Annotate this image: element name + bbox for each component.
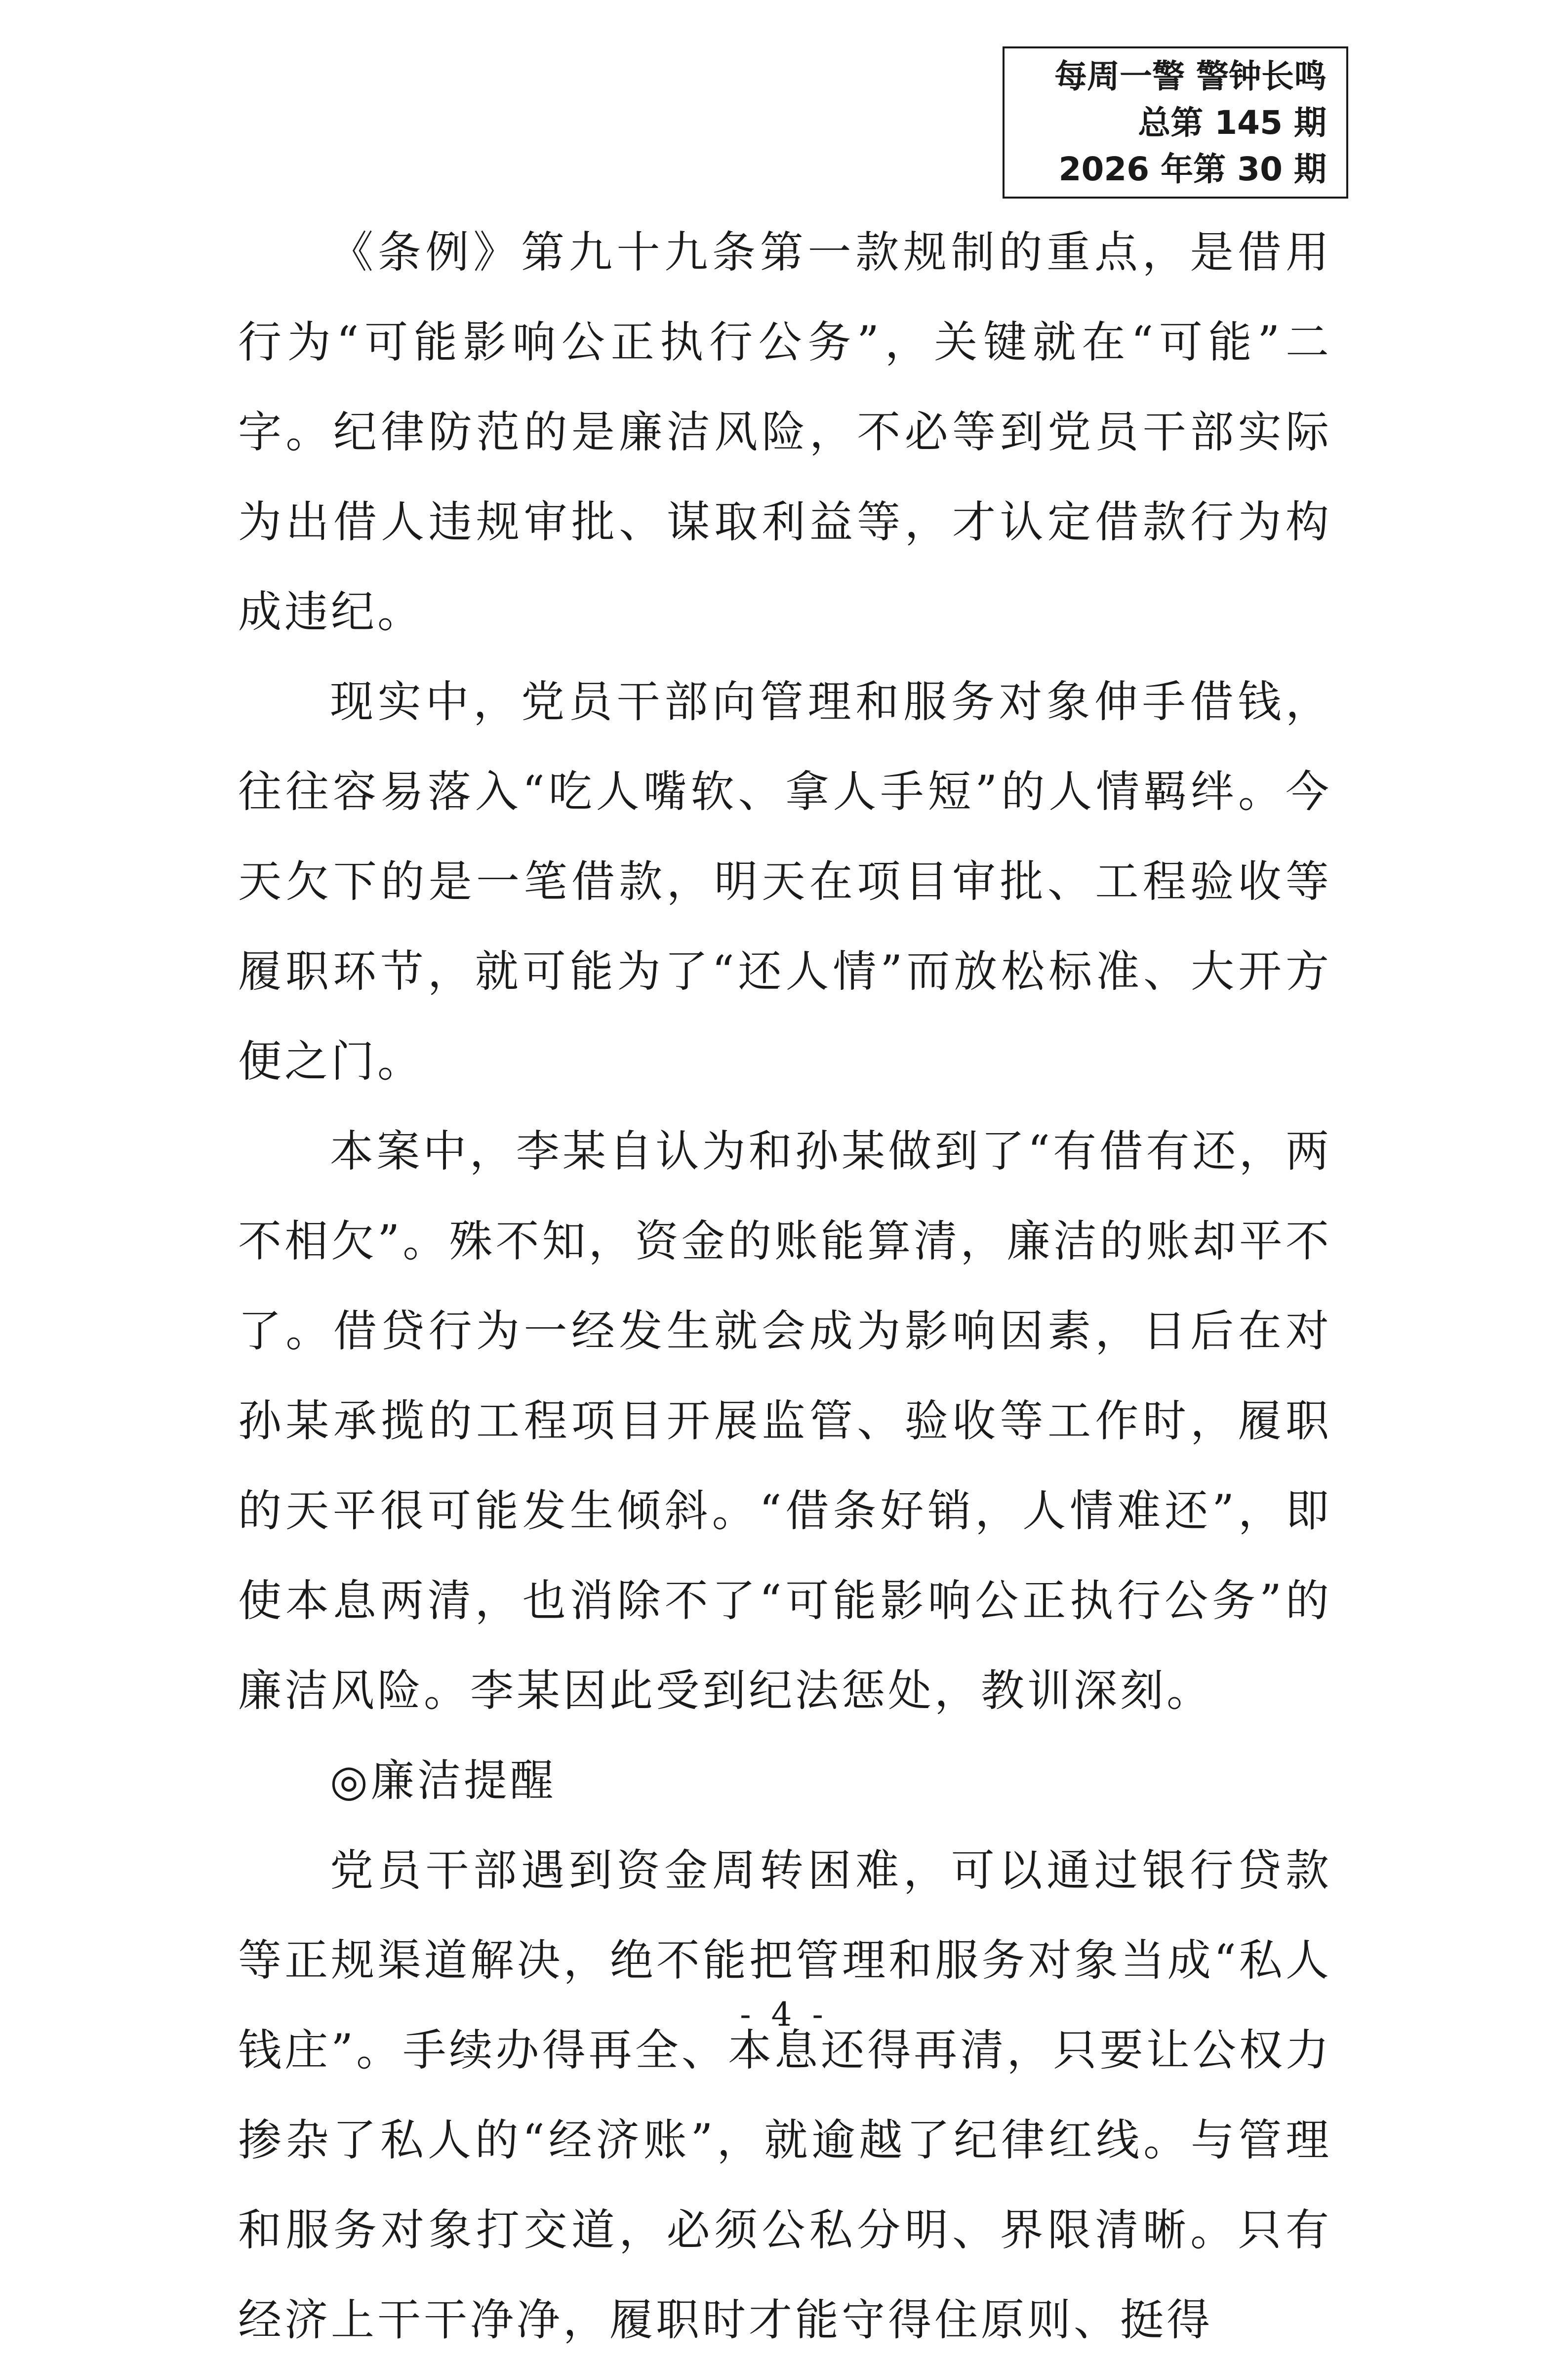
paragraph-regulation: 《条例》第九十九条第一款规制的重点，是借用行为“可能影响公正执行公务”，关键就在“可能”二字。纪律防范的是廉洁风险，不必等到党员干部实际为出借人违规审批、谋取利益等，才认定借款行为构成违纪。 [238,227,1332,637]
paragraph-case: 本案中，李某自认为和孙某做到了“有借有还，两不相欠”。殊不知，资金的账能算清，廉洁的账却平不了。借贷行为一经发生就会成为影响因素，日后在对孙某承揽的工程项目开展监管、验收等工作时，履职的天平很可能发生倾斜。“借条好销，人情难还”，即使本息两清，也消除不了“可能影响公正执行公务”的廉洁风险。李某因此受到纪法惩处，教训深刻。 [238,1126,1332,1716]
page-number: - 4 - [740,1996,828,2034]
header-total-issue: 总第 145 期 [1138,104,1327,142]
section-heading-reminder: ◎廉洁提醒 [330,1755,557,1806]
article-body [238,207,1332,2365]
header-slogan: 每周一警 警钟长鸣 [1054,57,1327,95]
paragraph-reminder: 党员干部遇到资金周转困难，可以通过银行贷款等正规渠道解决，绝不能把管理和服务对象当成“私人钱庄”。手续办得再全、本息还得再清，只要让公权力掺杂了私人的“经济账”，就逾越了纪律红线。与管理和服务对象打交道，必须公私分明、界限清晰。只有经济上干干净净，履职时才能守得住原则、挺得 [238,1845,1332,2345]
header-year-issue: 2026 年第 30 期 [1058,150,1327,188]
paragraph-reality: 现实中，党员干部向管理和服务对象伸手借钱，往往容易落入“吃人嘴软、拿人手短”的人情羁绊。今天欠下的是一笔借款，明天在项目审批、工程验收等履职环节，就可能为了“还人情”而放松标准、大开方便之门。 [238,676,1332,1087]
issue-header-box [1003,46,1348,199]
